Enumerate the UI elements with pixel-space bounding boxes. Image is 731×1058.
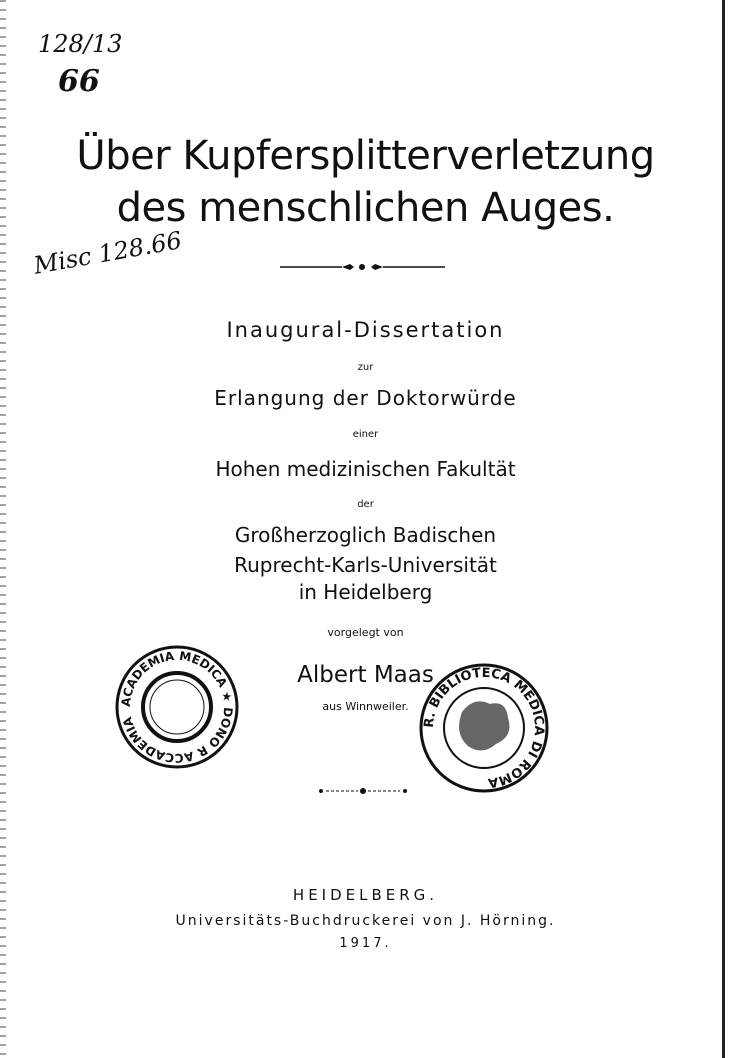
purpose-line: Erlangung der Doktorwürde	[214, 386, 517, 410]
imprint-city: HEIDELBERG.	[292, 886, 439, 904]
left-stamp-ring-text: ACADEMIA MEDICA ★ DONO R ACCADEMIA	[118, 648, 236, 766]
imprint-year: 1917.	[339, 936, 392, 951]
author-origin: aus Winnweiler.	[322, 700, 409, 713]
faculty-line: Hohen medizinischen Fakultät	[215, 457, 516, 481]
university-line-2: Ruprecht-Karls-Universität	[234, 553, 497, 577]
small-ornament	[318, 786, 408, 796]
handwritten-shelf-number: 66	[58, 64, 100, 99]
handwritten-side-note: Misc 128.66	[31, 226, 184, 280]
presented-by: vorgelegt von	[327, 626, 404, 639]
title-line-2: des menschlichen Auges.	[116, 185, 615, 231]
title-line-1: Über Kupfersplitterverletzung	[76, 133, 655, 179]
imprint-printer: Universitäts-Buchdruckerei von J. Hörning.	[175, 913, 556, 929]
svg-text:ACADEMIA MEDICA ★ DONO R ACCAD	[119, 649, 235, 765]
left-library-stamp	[112, 642, 242, 772]
stamp-emblem	[459, 701, 509, 750]
university-line-1: Großherzoglich Badischen	[234, 523, 497, 547]
word-zur: zur	[357, 362, 374, 373]
word-der: der	[357, 499, 374, 510]
right-stamp-ring-text: R. BIBLIOTECA MEDICA DI ROMA	[421, 665, 547, 790]
handwritten-top-number: 128/13	[38, 30, 123, 58]
ornamental-rule	[280, 261, 445, 273]
dissertation-label: Inaugural-Dissertation	[226, 318, 505, 342]
university-line-3: in Heidelberg	[298, 580, 433, 604]
right-library-stamp	[416, 660, 552, 796]
author-name: Albert Maas	[297, 662, 434, 688]
word-einer: einer	[352, 429, 379, 440]
